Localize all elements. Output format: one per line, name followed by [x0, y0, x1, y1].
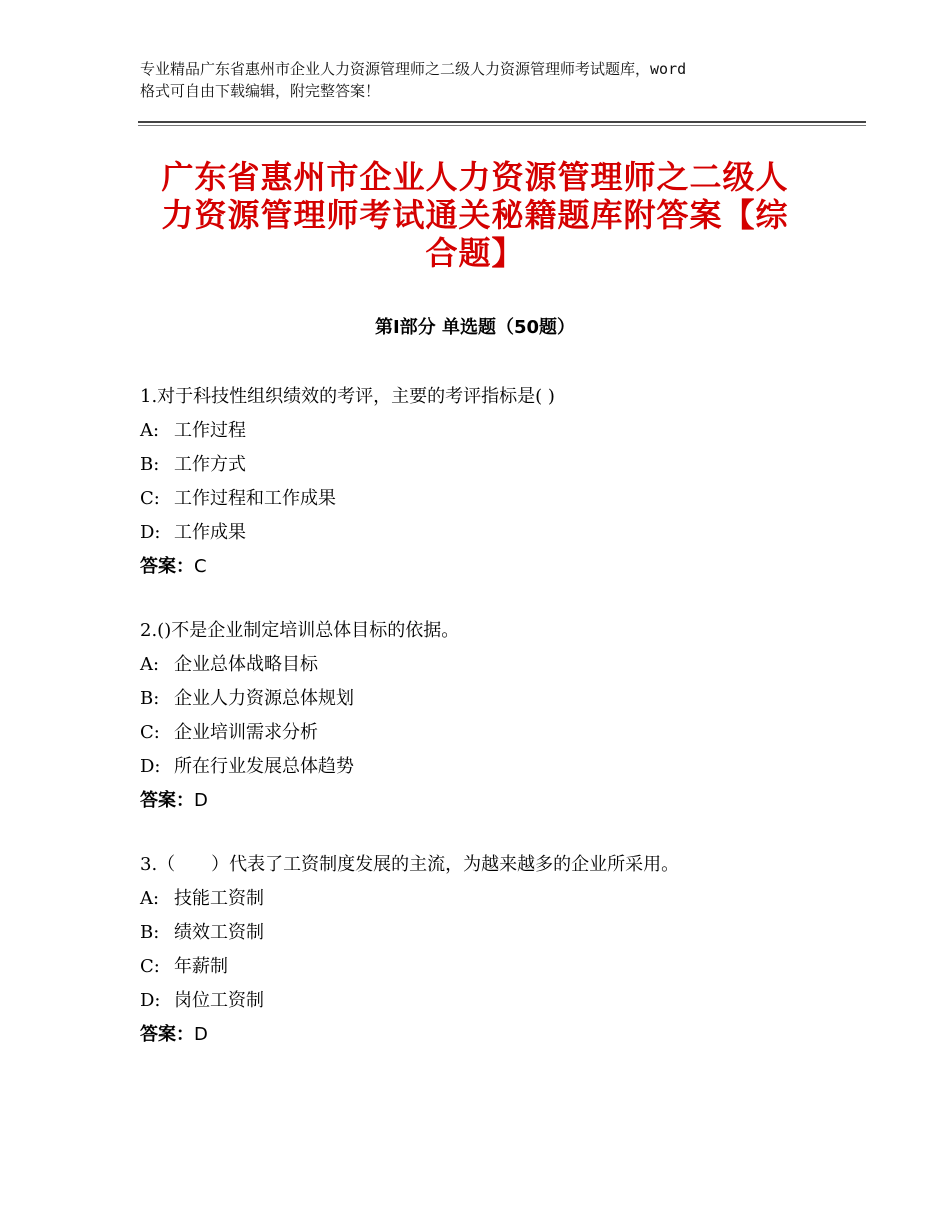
option-a: [140, 648, 840, 682]
option-text: 工作方式: [174, 454, 246, 475]
option-key: B:: [140, 922, 160, 943]
header-divider-thick: [138, 121, 866, 123]
option-key: C:: [140, 488, 160, 509]
option-key: A:: [140, 888, 160, 909]
option-a: [140, 882, 840, 916]
option-text: 所在行业发展总体趋势: [174, 756, 354, 777]
answer-value: D: [194, 790, 208, 811]
option-d: [140, 516, 840, 550]
option-b: [140, 682, 840, 716]
answer-value: C: [194, 556, 207, 577]
answer-label: 答案：: [140, 556, 194, 577]
option-b: [140, 916, 840, 950]
option-key: C:: [140, 956, 160, 977]
option-text: 岗位工资制: [174, 990, 264, 1011]
option-d: [140, 750, 840, 784]
option-text: 企业培训需求分析: [174, 722, 318, 743]
section-title: 第Ⅰ部分 单选题（50题）: [374, 317, 575, 338]
option-key: D:: [140, 756, 161, 777]
document-title-line-3: 合题】: [425, 234, 525, 272]
option-key: A:: [140, 654, 160, 675]
option-text: 企业人力资源总体规划: [174, 688, 354, 709]
question-2: [140, 614, 840, 818]
option-text: 技能工资制: [174, 888, 264, 909]
option-c: [140, 482, 840, 516]
question-3: [140, 848, 840, 1052]
header-note-line-1: 专业精品广东省惠州市企业人力资源管理师之二级人力资源管理师考试题库，word: [140, 60, 687, 78]
option-text: 工作成果: [174, 522, 246, 543]
answer-line: [140, 1018, 840, 1052]
option-text: 工作过程: [174, 420, 246, 441]
answer-label: 答案：: [140, 1024, 194, 1045]
header-note-line-2: 格式可自由下载编辑，附完整答案！: [140, 82, 381, 100]
answer-value: D: [194, 1024, 208, 1045]
option-key: B:: [140, 688, 160, 709]
option-key: C:: [140, 722, 160, 743]
option-a: [140, 414, 840, 448]
option-c: [140, 716, 840, 750]
option-key: D:: [140, 990, 161, 1011]
option-key: D:: [140, 522, 161, 543]
option-text: 企业总体战略目标: [174, 654, 318, 675]
option-d: [140, 984, 840, 1018]
option-text: 年薪制: [174, 956, 228, 977]
question-list: [140, 380, 840, 1082]
option-b: [140, 448, 840, 482]
option-c: [140, 950, 840, 984]
option-key: A:: [140, 420, 160, 441]
header-divider-thin: [138, 125, 866, 126]
option-text: 绩效工资制: [174, 922, 264, 943]
document-title-line-2: 力资源管理师考试通关秘籍题库附答案【综: [161, 196, 789, 234]
question-stem: 3.（ ）代表了工资制度发展的主流，为越来越多的企业所采用。: [140, 854, 680, 875]
document-title: [138, 158, 812, 272]
option-text: 工作过程和工作成果: [174, 488, 336, 509]
question-stem: 2.()不是企业制定培训总体目标的依据。: [140, 620, 460, 641]
header-note: [140, 58, 830, 102]
question-stem: 1.对于科技性组织绩效的考评，主要的考评指标是( ): [140, 386, 555, 407]
answer-line: [140, 784, 840, 818]
document-title-line-1: 广东省惠州市企业人力资源管理师之二级人: [161, 158, 789, 196]
answer-label: 答案：: [140, 790, 194, 811]
answer-line: [140, 550, 840, 584]
option-key: B:: [140, 454, 160, 475]
question-1: [140, 380, 840, 584]
